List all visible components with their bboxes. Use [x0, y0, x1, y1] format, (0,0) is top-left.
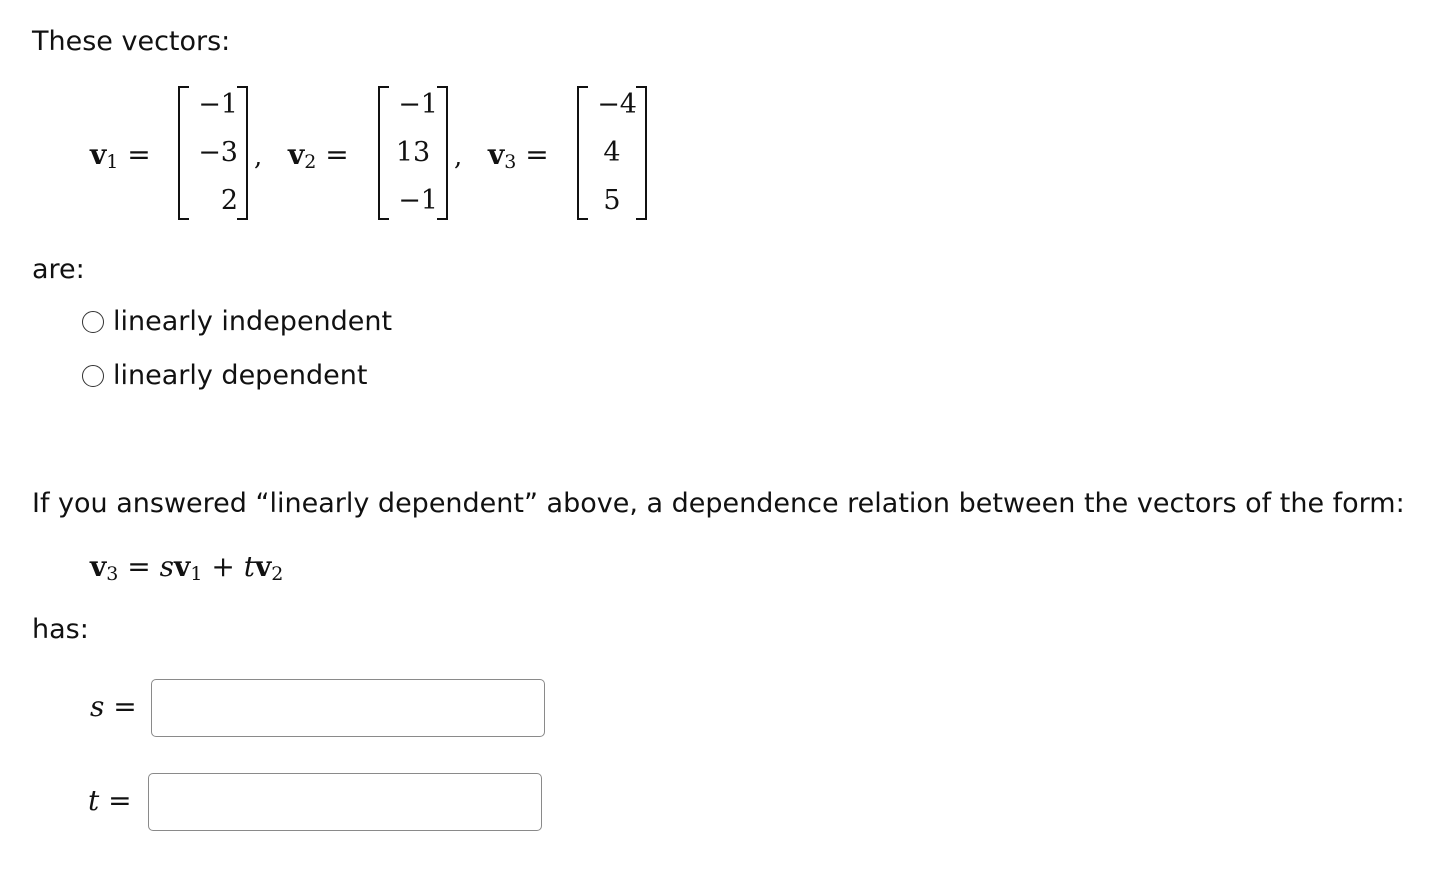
dependence-relation-equation — [90, 550, 283, 585]
relation-term2-name: v — [254, 550, 272, 583]
s-variable: s — [90, 690, 105, 723]
are-label: are: — [32, 254, 85, 285]
relation-lhs-subscript: 3 — [106, 563, 119, 585]
relation-term2-subscript: 2 — [271, 563, 284, 585]
radio-button-independent[interactable] — [82, 311, 104, 333]
vector-1-entry-3: 2 — [220, 185, 238, 216]
t-variable: t — [88, 784, 100, 817]
t-input[interactable] — [148, 773, 542, 831]
relation-lhs-name: v — [90, 550, 107, 583]
t-label — [88, 784, 132, 817]
option-linearly-independent[interactable] — [82, 306, 392, 337]
vector-3-label — [488, 138, 549, 173]
relation-equals: = — [127, 550, 151, 583]
vector-3-equals: = — [525, 138, 549, 171]
relation-plus: + — [211, 550, 235, 583]
vector-1-entry-2: −3 — [198, 137, 238, 168]
vector-2-entry-3: −1 — [398, 185, 438, 216]
vector-3-name: v — [488, 138, 505, 171]
s-label — [90, 690, 137, 723]
vector-separator-1: , — [254, 142, 263, 172]
vector-2-matrix — [378, 86, 448, 220]
vector-2-subscript: 2 — [304, 151, 317, 173]
vector-2-equals: = — [325, 138, 349, 171]
s-input[interactable] — [151, 679, 545, 737]
relation-coef-s: s — [159, 550, 175, 583]
vector-2-entry-1: −1 — [398, 89, 438, 120]
vector-1-name: v — [90, 138, 107, 171]
vector-3-entry-3: 5 — [603, 185, 621, 216]
radio-button-dependent[interactable] — [82, 365, 104, 387]
relation-term1-name: v — [174, 550, 191, 583]
vector-1-matrix — [178, 86, 248, 220]
vector-2-label — [288, 138, 349, 173]
dependence-instructions: If you answered “linearly dependent” above, a dependence relation between the vectors of the form: — [32, 488, 1405, 519]
vector-3-entry-2: 4 — [603, 137, 621, 168]
vector-1-equals: = — [127, 138, 151, 171]
vector-separator-2: , — [454, 142, 463, 172]
vector-3-matrix — [577, 86, 647, 220]
vector-2-name: v — [288, 138, 305, 171]
vector-1-subscript: 1 — [106, 151, 119, 173]
relation-term1-subscript: 1 — [190, 563, 203, 585]
vector-3-subscript: 3 — [504, 151, 517, 173]
option-independent-label: linearly independent — [113, 306, 393, 337]
vector-2-entry-2: 13 — [395, 137, 431, 168]
t-equals: = — [108, 784, 132, 817]
vector-1-entry-1: −1 — [198, 89, 238, 120]
vector-3-entry-1: −4 — [597, 89, 637, 120]
relation-coef-t: t — [243, 550, 255, 583]
s-equals: = — [113, 690, 137, 723]
vector-1-label — [90, 138, 151, 173]
intro-text: These vectors: — [32, 26, 231, 57]
option-dependent-label: linearly dependent — [113, 360, 368, 391]
has-label: has: — [32, 614, 89, 645]
option-linearly-dependent[interactable] — [82, 360, 368, 391]
